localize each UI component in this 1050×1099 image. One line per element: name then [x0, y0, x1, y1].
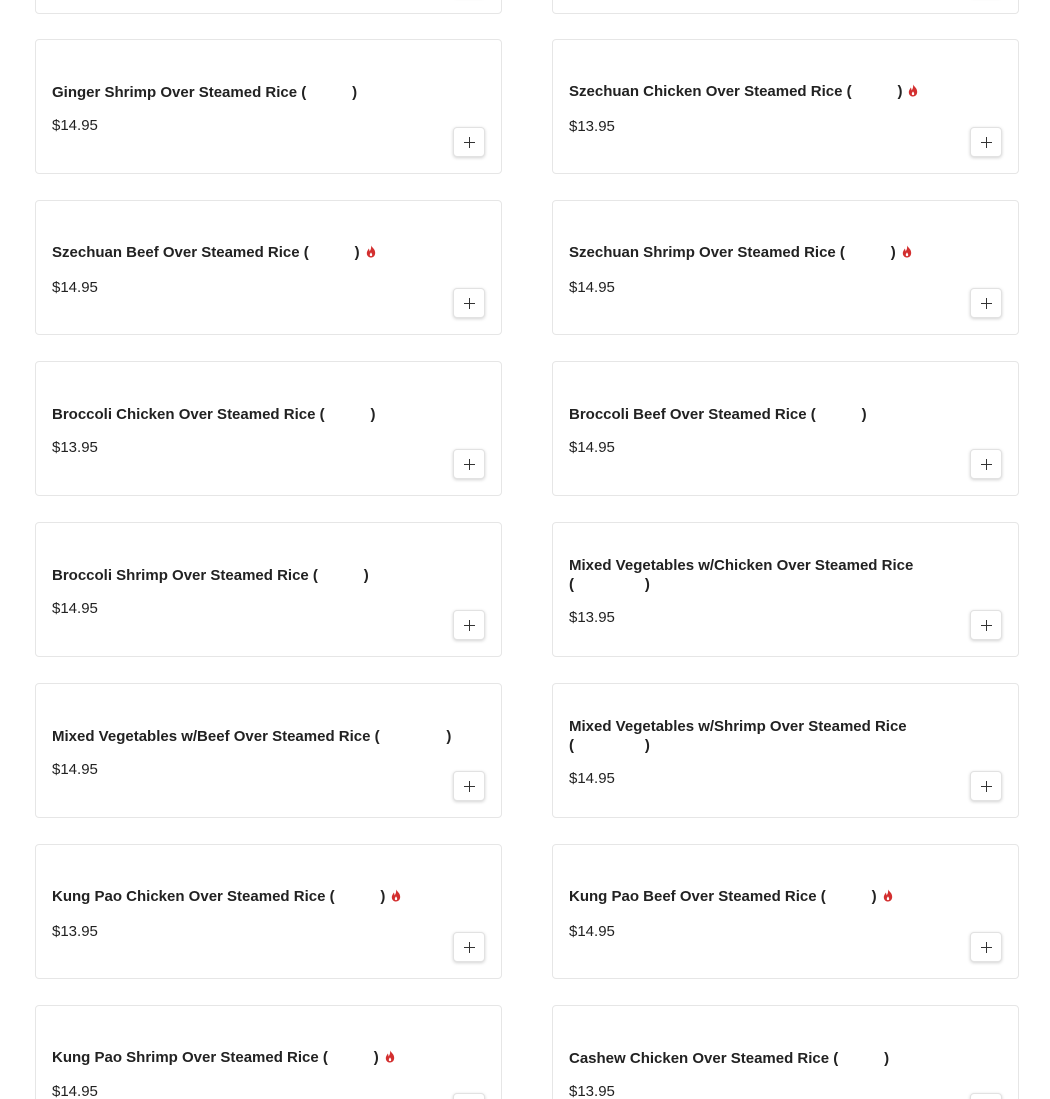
- menu-item-price: $13.95: [569, 118, 615, 135]
- add-to-cart-button[interactable]: [970, 610, 1002, 640]
- menu-item-name: Broccoli Shrimp Over Steamed Rice ( ): [52, 567, 369, 584]
- menu-item-card[interactable]: [35, 200, 502, 335]
- menu-item-name: Kung Pao Beef Over Steamed Rice ( ): [569, 887, 939, 906]
- menu-item-name: Broccoli Beef Over Steamed Rice ( ): [569, 406, 867, 423]
- spicy-flame-icon: [907, 84, 919, 97]
- menu-item-name: Szechuan Shrimp Over Steamed Rice ( ): [569, 243, 939, 262]
- menu-item-card[interactable]: [35, 844, 502, 979]
- menu-item-price: $14.95: [52, 279, 98, 296]
- plus-icon: [981, 298, 992, 309]
- menu-item-name: Mixed Vegetables w/Shrimp Over Steamed Rice ( ): [569, 718, 907, 754]
- menu-item-name: Szechuan Chicken Over Steamed Rice ( ): [569, 82, 939, 101]
- plus-icon: [464, 459, 475, 470]
- add-to-cart-button[interactable]: [970, 449, 1002, 479]
- plus-icon: [981, 137, 992, 148]
- spicy-flame-icon: [901, 245, 913, 258]
- menu-item-card[interactable]: [552, 522, 1019, 657]
- add-to-cart-button[interactable]: [453, 771, 485, 801]
- menu-item-name: Kung Pao Shrimp Over Steamed Rice ( ): [52, 1048, 422, 1067]
- plus-icon: [464, 298, 475, 309]
- menu-item-card[interactable]: [35, 361, 502, 496]
- menu-item-price: $14.95: [52, 600, 98, 617]
- menu-item-name: Mixed Vegetables w/Beef Over Steamed Rice ( ): [52, 728, 452, 745]
- menu-item-price: $13.95: [52, 923, 98, 940]
- menu-item-price: $14.95: [569, 923, 615, 940]
- menu-item-card[interactable]: [552, 39, 1019, 174]
- menu-item-name: Mixed Vegetables w/Chicken Over Steamed Rice ( ): [569, 557, 914, 593]
- plus-icon: [981, 459, 992, 470]
- spicy-flame-icon: [365, 245, 377, 258]
- plus-icon: [981, 781, 992, 792]
- menu-item-card[interactable]: [552, 1005, 1019, 1099]
- menu-item-price: $13.95: [569, 1083, 615, 1099]
- menu-item-card[interactable]: [35, 0, 502, 14]
- add-to-cart-button[interactable]: [970, 932, 1002, 962]
- menu-item-price: $14.95: [52, 117, 98, 134]
- menu-item-price: $14.95: [569, 279, 615, 296]
- menu-item-card[interactable]: [35, 1005, 502, 1099]
- plus-icon: [464, 781, 475, 792]
- menu-item-price: $14.95: [569, 439, 615, 456]
- menu-item-price: $14.95: [52, 1083, 98, 1099]
- add-to-cart-button[interactable]: [970, 771, 1002, 801]
- plus-icon: [464, 137, 475, 148]
- add-to-cart-button[interactable]: [970, 127, 1002, 157]
- menu-item-name: Szechuan Beef Over Steamed Rice ( ): [52, 243, 422, 262]
- menu-item-card[interactable]: [552, 0, 1019, 14]
- plus-icon: [464, 942, 475, 953]
- add-to-cart-button[interactable]: [970, 1093, 1002, 1099]
- add-to-cart-button[interactable]: [453, 1093, 485, 1099]
- spicy-flame-icon: [390, 889, 402, 902]
- menu-item-name: Cashew Chicken Over Steamed Rice ( ): [569, 1050, 890, 1067]
- menu-item-card[interactable]: [552, 844, 1019, 979]
- spicy-flame-icon: [882, 889, 894, 902]
- add-to-cart-button[interactable]: [970, 288, 1002, 318]
- plus-icon: [464, 620, 475, 631]
- menu-item-card[interactable]: [552, 683, 1019, 818]
- add-to-cart-button[interactable]: [453, 288, 485, 318]
- menu-item-name: Broccoli Chicken Over Steamed Rice ( ): [52, 406, 376, 423]
- menu-item-name: Ginger Shrimp Over Steamed Rice ( ): [52, 84, 358, 101]
- add-to-cart-button[interactable]: [453, 932, 485, 962]
- menu-item-card[interactable]: [35, 522, 502, 657]
- menu-item-price: $13.95: [52, 439, 98, 456]
- menu-item-price: $14.95: [569, 770, 615, 787]
- plus-icon: [981, 620, 992, 631]
- add-to-cart-button[interactable]: [453, 449, 485, 479]
- menu-item-name: Kung Pao Chicken Over Steamed Rice ( ): [52, 887, 422, 906]
- add-to-cart-button[interactable]: [453, 610, 485, 640]
- menu-item-price: $13.95: [569, 609, 615, 626]
- spicy-flame-icon: [384, 1050, 396, 1063]
- menu-item-card[interactable]: [35, 39, 502, 174]
- add-to-cart-button[interactable]: [453, 127, 485, 157]
- menu-item-card[interactable]: [35, 683, 502, 818]
- plus-icon: [981, 942, 992, 953]
- menu-item-price: $14.95: [52, 761, 98, 778]
- menu-item-card[interactable]: [552, 200, 1019, 335]
- menu-item-card[interactable]: [552, 361, 1019, 496]
